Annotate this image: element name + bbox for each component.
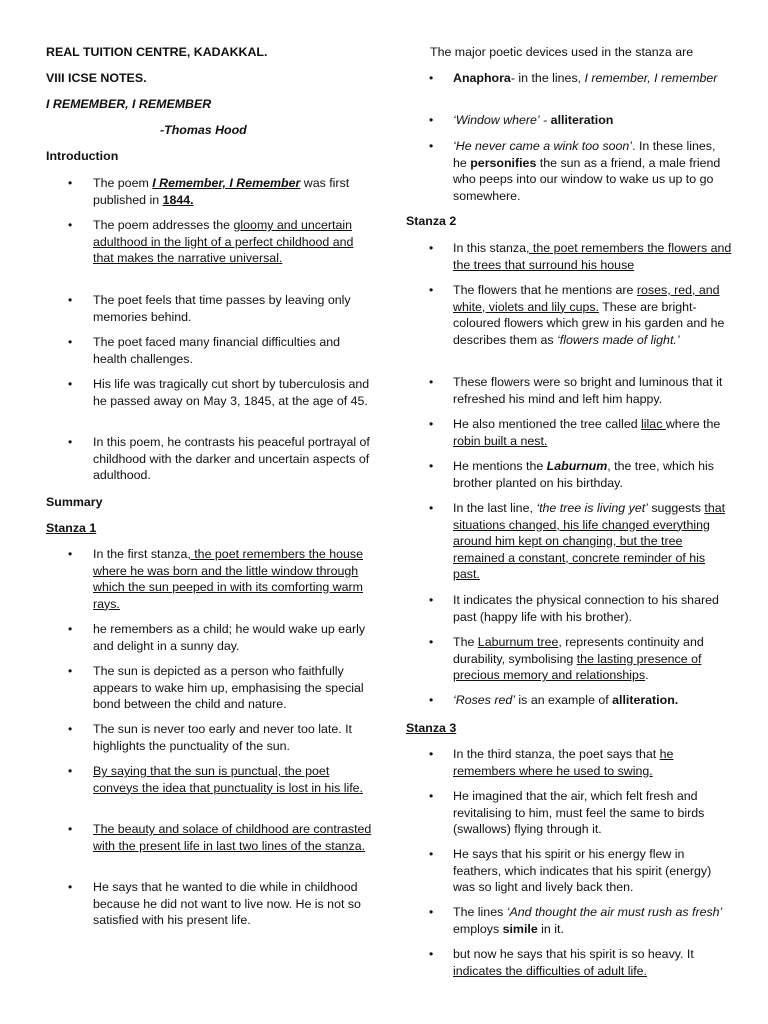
list-item: • It indicates the physical connection to his shared past (happy life with his brother). xyxy=(429,593,719,624)
bullet-icon: • xyxy=(429,905,434,919)
bullet-icon: • xyxy=(429,459,434,473)
list-item: • The poet feels that time passes by leaving only memories behind. xyxy=(68,293,351,324)
list-item: • The beauty and solace of childhood are contrasted with the present life in last two lines of the stanza. xyxy=(68,822,372,853)
bullet-icon: • xyxy=(429,113,434,127)
bullet-icon: • xyxy=(68,547,73,561)
list-item: • He imagined that the air, which felt fresh and revitalising to him, must feel the same to birds (swallows) flying through it. xyxy=(429,789,705,836)
bullet-icon: • xyxy=(68,435,73,449)
bullet-icon: • xyxy=(429,947,434,961)
bullet-icon: • xyxy=(429,71,434,85)
list-item: • but now he says that his spirit is so heavy. It indicates the difficulties of adult life. xyxy=(429,947,694,978)
stanza3-list xyxy=(406,746,732,988)
list-item: • The Laburnum tree, represents continuity and durability, symbolising the lasting presence of precious memory and relationships. xyxy=(429,635,704,682)
summary-heading: Summary xyxy=(46,495,103,509)
bullet-icon: • xyxy=(429,139,434,153)
poem-title: I REMEMBER, I REMEMBER xyxy=(46,97,212,111)
bullet-icon: • xyxy=(429,417,434,431)
list-item: • he remembers as a child; he would wake up early and delight in a sunny day. xyxy=(68,622,366,653)
stanza3-heading: Stanza 3 xyxy=(406,721,457,735)
bullet-icon: • xyxy=(429,375,434,389)
list-item: • ‘Window where’ - alliteration xyxy=(429,113,614,127)
bullet-icon: • xyxy=(68,293,73,307)
list-item: • The poem addresses the gloomy and uncertain adulthood in the light of a perfect childhood and that makes the narrative universal. xyxy=(68,218,354,265)
list-item: • The lines ‘And thought the air must rush as fresh’ employs simile in it. xyxy=(429,905,723,936)
stanza2-list xyxy=(406,240,732,718)
list-item: • The flowers that he mentions are roses, red, and white, violets and lily cups. These are bright-coloured flowers which grew in his garden and he describes them as ‘flowers made of light.’ xyxy=(429,283,725,347)
stanza1-list xyxy=(46,546,376,945)
stanza1-heading: Stanza 1 xyxy=(46,521,97,535)
introduction-heading: Introduction xyxy=(46,149,119,163)
bullet-icon: • xyxy=(68,377,73,391)
list-item: • In this stanza, the poet remembers the flowers and the trees that surround his house xyxy=(429,241,732,272)
list-item: • In the first stanza, the poet remembers the house where he was born and the little window through which the sun peeped in with its comforting warm rays. xyxy=(68,547,363,611)
bullet-icon: • xyxy=(429,789,434,803)
bullet-icon: • xyxy=(429,241,434,255)
bullet-icon: • xyxy=(68,664,73,678)
devices-list xyxy=(406,70,732,212)
bullet-icon: • xyxy=(68,335,73,349)
list-item: • ‘Roses red’ is an example of alliteration. xyxy=(429,693,679,707)
bullet-icon: • xyxy=(68,218,73,232)
list-item: • He also mentioned the tree called lilac where the robin built a nest. xyxy=(429,417,721,448)
bullet-icon: • xyxy=(68,176,73,190)
list-item: • The sun is depicted as a person who faithfully appears to wake him up, emphasising the special bond between the child and nature. xyxy=(68,664,364,711)
list-item: • In the last line, ‘the tree is living yet’ suggests that situations changed, his life changed everything around him kept on changing, but the tree remained a constant, concrete reminder of his past. xyxy=(429,501,726,581)
bullet-icon: • xyxy=(429,593,434,607)
list-item: • By saying that the sun is punctual, the poet conveys the idea that punctuality is lost in his life. xyxy=(68,764,363,795)
stanza2-heading: Stanza 2 xyxy=(406,214,457,228)
bullet-icon: • xyxy=(429,283,434,297)
bullet-icon: • xyxy=(68,722,73,736)
list-item: • He says that he wanted to die while in childhood because he did not want to live now. He is not so satisfied with his present life. xyxy=(68,880,361,927)
class-name: VIII ICSE NOTES. xyxy=(46,71,147,85)
list-item: • These flowers were so bright and luminous that it refreshed his mind and left him happy. xyxy=(429,375,723,406)
bullet-icon: • xyxy=(429,747,434,761)
list-item: • In the third stanza, the poet says that he remembers where he used to swing. xyxy=(429,747,674,778)
list-item: • The poem I Remember, I Remember was first published in 1844. xyxy=(68,176,350,207)
bullet-icon: • xyxy=(68,764,73,778)
bullet-icon: • xyxy=(68,622,73,636)
bullet-icon: • xyxy=(429,847,434,861)
list-item: • His life was tragically cut short by tuberculosis and he passed away on May 3, 1845, at the age of 45. xyxy=(68,377,370,408)
bullet-icon: • xyxy=(429,635,434,649)
devices-intro: The major poetic devices used in the stanza are xyxy=(430,45,694,59)
list-item: • The poet faced many financial difficulties and health challenges. xyxy=(68,335,341,366)
list-item: • He says that his spirit or his energy flew in feathers, which indicates that his spirit (energy) was so light and lively back then. xyxy=(429,847,712,894)
list-item: • Anaphora- in the lines, I remember, I remember xyxy=(429,71,718,85)
bullet-icon: • xyxy=(68,880,73,894)
list-item: • In this poem, he contrasts his peaceful portrayal of childhood with the darker and uncertain aspects of adulthood. xyxy=(68,435,370,482)
poem-author: -Thomas Hood xyxy=(160,123,247,137)
list-item: • He mentions the Laburnum, the tree, which his brother planted on his birthday. xyxy=(429,459,714,490)
bullet-icon: • xyxy=(429,501,434,515)
bullet-icon: • xyxy=(429,693,434,707)
list-item: • The sun is never too early and never too late. It highlights the punctuality of the sun. xyxy=(68,722,352,753)
list-item: • ‘He never came a wink too soon’. In these lines, he personifies the sun as a friend, a male friend who peeps into our window to wake us up to go somewhere. xyxy=(429,139,721,203)
bullet-icon: • xyxy=(68,822,73,836)
school-name: REAL TUITION CENTRE, KADAKKAL. xyxy=(46,45,268,59)
introduction-list xyxy=(46,175,376,492)
